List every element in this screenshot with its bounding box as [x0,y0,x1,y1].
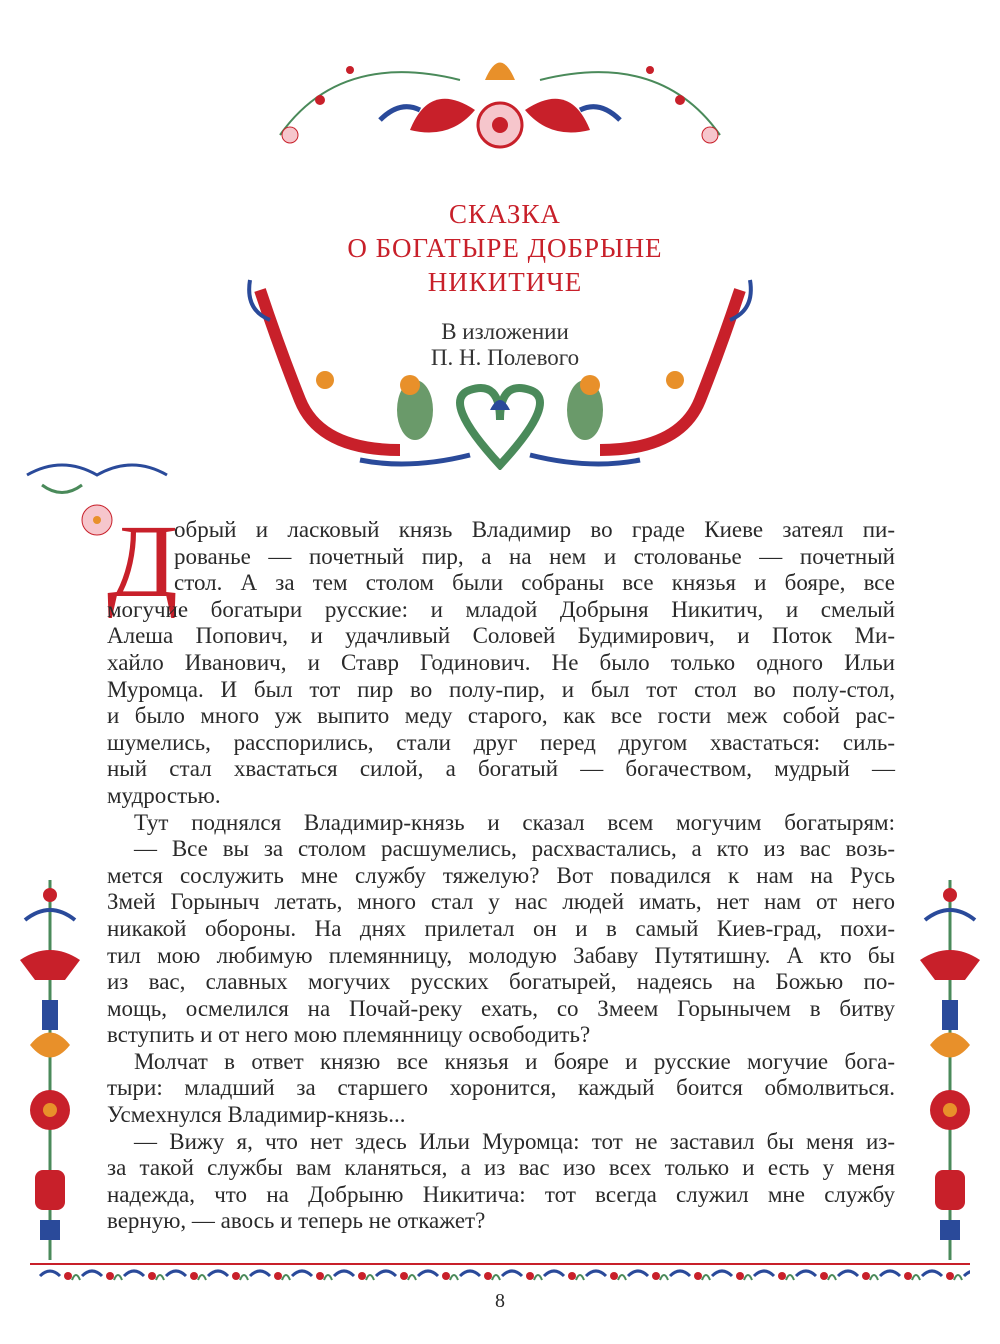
text-line: и было много уж выпито меду старого, как все гости меж собой рас- [107,703,895,729]
subtitle-line: В изложении [441,319,569,344]
border-motif-icon [460,1271,500,1280]
border-motif-icon [838,1271,878,1280]
text-line: Усмехнулся Владимир-князь... [107,1102,406,1128]
title-line: НИКИТИЧЕ [427,267,583,297]
border-motif-icon [628,1271,668,1280]
drop-cap: Д [107,504,178,619]
text-line: никакой обороны. На днях прилетал он и в самый Киев-град, похи- [107,915,895,941]
subtitle-line: П. Н. Полевого [430,345,580,370]
border-motif-icon [418,1271,458,1280]
text-line: тыри: младший за старшего хоронится, каждый боится обмолвиться. [107,1075,895,1101]
left-border-ornament-icon [10,880,90,1260]
border-motif-icon [124,1271,164,1280]
title-line: О БОГАТЫРЕ ДОБРЫНЕ [347,233,663,263]
border-motif-icon [544,1271,584,1280]
right-border-ornament-icon [910,880,990,1260]
border-motif-icon [82,1271,122,1280]
border-motif-icon [208,1271,248,1280]
border-motif-icon [502,1271,542,1280]
text-line: мется сослужить мне службу тяжелую? Вот повадился к нам на Русь [107,862,895,888]
border-motif-icon [880,1271,920,1280]
page-number: 8 [495,1290,505,1312]
top-floral-ornament-icon [260,40,740,175]
text-line: верную, — авось и теперь не откажет? [107,1208,486,1234]
text-line: шумелись, расспорились, стали друг перед другом хвастаться: силь- [107,729,895,755]
text-line: хайло Иванович, и Ставр Годинович. Не было только одного Ильи [107,649,895,675]
border-motif-icon [964,1271,970,1280]
text-line: обрый и ласковый князь Владимир во граде Киеве затеял пи- [174,517,895,542]
text-line: Муромца. И был тот пир во полу-пир, и был тот стол во полу-стол, [107,676,895,702]
border-motif-icon [796,1271,836,1280]
text-line: из вас, славных могучих русских богатырей, надеясь на Божью по- [107,969,895,995]
text-line: могучие богатыри русские: и младой Добрыня Никитич, и смелый [107,596,895,622]
text-line: мощь, осмелился на Почай-реку ехать, со Змеем Горынычем в битву [107,995,895,1021]
border-motif-icon [376,1271,416,1280]
title-line: СКАЗКА [449,199,561,229]
text-line: надежда, что на Добрыню Никитича: тот всегда служил мне службу [107,1181,895,1207]
text-line: тил мою любимую племянницу, молодую Забаву Путятишну. А кто бы [107,942,895,968]
text-line: за такой службы вам кланяться, а из вас изо всех только и есть у меня [107,1155,895,1181]
text-line: Тут поднялся Владимир-князь и сказал всем могучим богатырям: [134,809,895,835]
text-line: Молчат в ответ князю все князья и бояре и русские могучие бога- [134,1048,895,1074]
border-motif-icon [922,1271,962,1280]
border-motif-icon [754,1271,794,1280]
text-line: — Вижу я, что нет здесь Ильи Муромца: тот не заставил бы меня из- [134,1128,895,1154]
text-line: Алеша Попович, и удачливый Соловей Будимирович, и Поток Ми- [107,623,895,649]
border-motif-icon [334,1271,374,1280]
text-line: Змей Горыныч летать, много стал у нас людей имать, нет нам от него [107,889,895,915]
border-motif-icon [166,1271,206,1280]
text-line: мудростью. [107,782,221,808]
border-motif-icon [586,1271,626,1280]
text-line: — Все вы за столом расшумелись, расхвастались, а кто из вас возь- [134,836,895,862]
border-motif-icon [670,1271,710,1280]
border-motif-icon [40,1271,80,1280]
text-line: рованье — почетный пир, а на нем и столованье — почетный [174,543,895,569]
bottom-border-ornament-icon [30,1258,970,1288]
border-motif-icon [712,1271,752,1280]
text-line: вступить и от него мою племянницу освободить? [107,1022,591,1048]
border-motif-icon [250,1271,290,1280]
story-body [107,504,895,1235]
text-line: ный стал хвастаться силой, а богатый — богачеством, мудрый — [107,756,895,782]
subtitle [380,319,630,371]
text-line: стол. А за тем столом были собраны все князья и бояре, все [174,570,895,596]
border-motif-icon [292,1271,332,1280]
